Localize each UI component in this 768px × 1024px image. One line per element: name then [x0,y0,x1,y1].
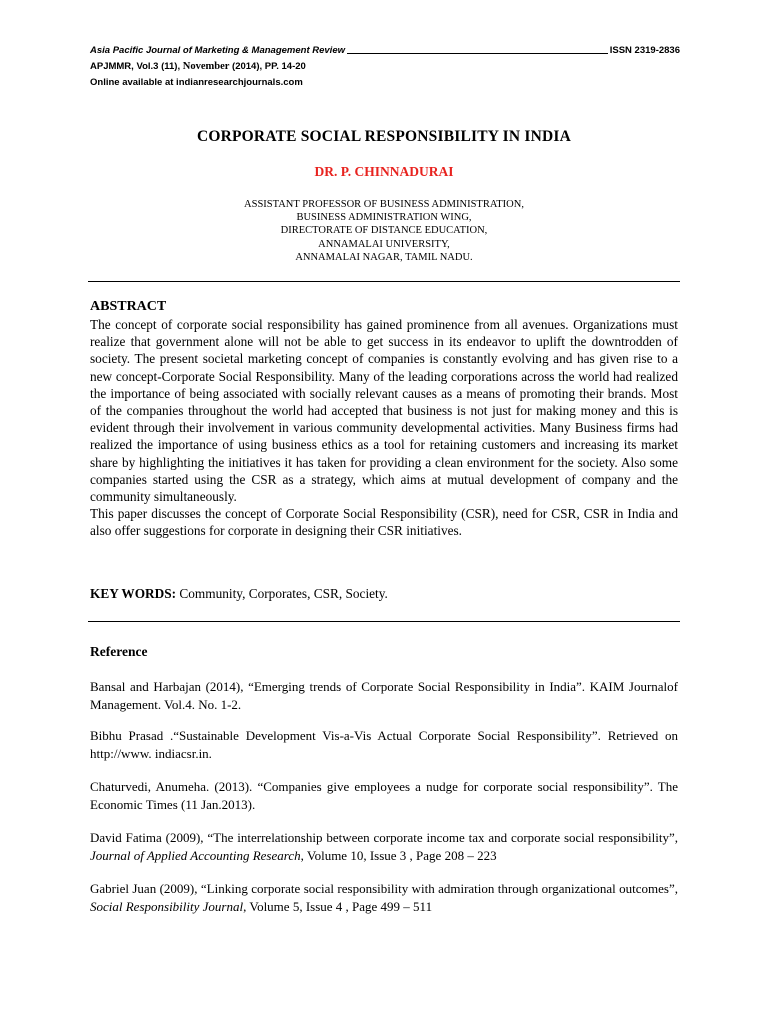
reference-text: Bibhu Prasad .“Sustainable Development Vis-a-Vis Actual Corporate Social Responsibility”. Retrieved on http://www. indiacsr.in. [90,728,678,761]
header-rule [347,53,608,54]
citation-month: November [182,61,230,72]
abstract-heading: ABSTRACT [90,299,167,314]
reference-item [90,778,678,813]
keywords-value: Community, Corporates, CSR, Society. [176,586,388,601]
reference-item [90,880,678,915]
divider [88,621,680,622]
reference-item [90,678,678,713]
citation-line [90,61,306,72]
paper-title: CORPORATE SOCIAL RESPONSIBILITY IN INDIA [196,128,572,145]
abstract-paragraph: The concept of corporate social responsibility has gained prominence from all avenues. Organizations must realize that government alone will not be able to get success in its endeavor to uplift the downtrodden of society. The present societal marketing concept of companies is constantly evolving and has given rise to a new concept-Corporate Social Responsibility. Many of the leading corporations across the world had realized the importance of being associated with socially relevant causes as a means of promoting their brands. Most of the companies throughout the world had accepted that business is not just for making money and this is evident through their involvement in various community developmental activities. Many Business firms had realized the importance of using business ethics as a tool for retaining customers and increasing its market share by highlighting the initiatives it has taken for providing a clean environment for the society. Also some companies started using the CSR as a strategy, which aims at mutual development of company and the community simultaneously. [90,317,678,505]
divider [88,281,680,282]
abstract-body [90,316,678,540]
keywords-label: KEY WORDS: [90,586,177,601]
reference-text-start: David Fatima (2009), “The interrelationship between corporate income tax and corporate social responsibility”, [90,830,678,845]
journal-title: Asia Pacific Journal of Marketing & Management Review [90,45,345,56]
reference-text: Chaturvedi, Anumeha. (2013). “Companies give employees a nudge for corporate social responsibility”. The Economic Times (11 Jan.2013). [90,779,678,812]
citation-prefix: APJMMR, Vol.3 (11), [90,61,183,72]
reference-text [90,880,678,915]
issn: ISSN 2319-2836 [609,45,680,56]
reference-heading: Reference [90,644,148,659]
running-header [90,45,680,56]
affiliation-line: ANNAMALAI UNIVERSITY, [318,238,450,250]
reference-journal: Social Responsibility Journal [90,898,244,914]
reference-text: Bansal and Harbajan (2014), “Emerging trends of Corporate Social Responsibility in India”. KAIM Journalof Management. Vol.4. No. 1-2. [90,679,678,712]
citation-suffix: (2014), PP. 14-20 [229,61,306,72]
availability-line: Online available at indianresearchjournals.com [90,77,303,88]
reference-journal: Journal of Applied Accounting Research [90,847,301,863]
reference-item [90,829,678,864]
abstract-paragraph: This paper discusses the concept of Corporate Social Responsibility (CSR), need for CSR, CSR in India and also offer suggestions for corporate in designing their CSR initiatives. [90,506,678,539]
keywords [90,585,678,602]
reference-item [90,727,678,762]
affiliation-line: DIRECTORATE OF DISTANCE EDUCATION, [280,225,488,237]
affiliation-line: ANNAMALAI NAGAR, TAMIL NADU. [295,251,473,263]
affiliation-line: BUSINESS ADMINISTRATION WING, [296,212,472,224]
author-name: DR. P. CHINNADURAI [314,164,454,179]
reference-text [90,829,678,864]
reference-text-end: , Volume 10, Issue 3 , Page 208 – 223 [300,847,497,863]
reference-text-start: Gabriel Juan (2009), “Linking corporate social responsibility with admiration through organizational outcomes”, [90,881,678,896]
reference-text-end: , Volume 5, Issue 4 , Page 499 – 511 [243,898,433,914]
author-affiliation [0,198,768,264]
affiliation-line: ASSISTANT PROFESSOR OF BUSINESS ADMINISTRATION, [244,199,524,210]
